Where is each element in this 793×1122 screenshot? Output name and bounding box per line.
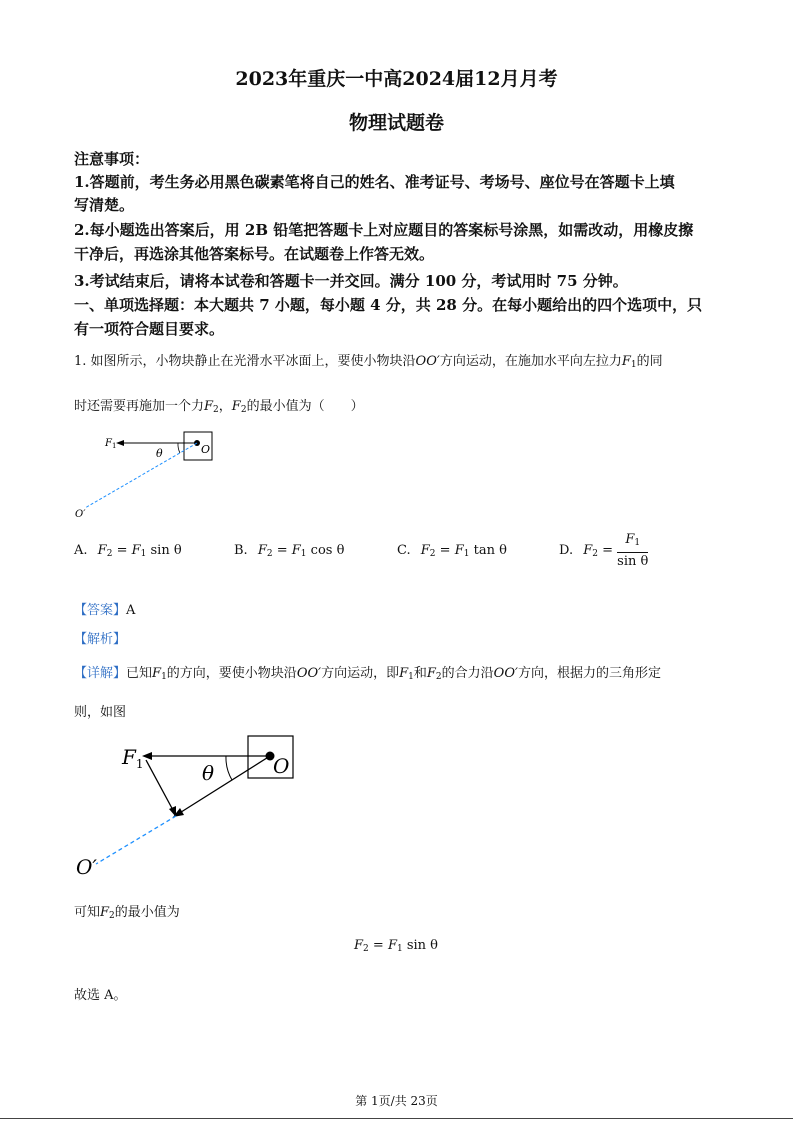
math-sub: 2 <box>240 405 247 415</box>
math-F: F <box>100 905 110 920</box>
math-sub: 2 <box>435 672 442 682</box>
math-sub: 2 <box>592 548 598 559</box>
question-1-diagram <box>70 422 230 522</box>
math-F: F <box>204 399 214 414</box>
option-d-fraction <box>617 531 648 570</box>
option-c-label: C. <box>397 543 411 558</box>
math-F: F <box>399 666 409 681</box>
math-sub: 1 <box>630 360 637 370</box>
arrowhead <box>169 806 176 817</box>
math-F: F <box>231 399 241 414</box>
math-eq: = <box>272 543 292 558</box>
detail-text-e: 的合力沿 <box>441 666 494 681</box>
fraction-numerator: F <box>625 532 635 547</box>
bottom-divider <box>0 1118 793 1119</box>
answer-line <box>74 599 135 618</box>
math-sub: 1 <box>408 672 414 682</box>
math-sub: 2 <box>106 549 113 559</box>
math-F: F <box>426 666 436 681</box>
direction-OO-prime <box>96 816 176 864</box>
option-d[interactable] <box>559 531 648 570</box>
page-title: 2023年重庆一中高2024届12月月考 <box>235 68 558 90</box>
math-F: F <box>291 543 301 558</box>
detail-line-2: 则，如图 <box>74 705 127 720</box>
math-F: F <box>257 543 267 558</box>
math-F: F <box>354 938 364 953</box>
notice-item-2-line-2: 干净后，再选涂其他答案标号。在试题卷上作答无效。 <box>74 245 435 263</box>
math-F2 <box>204 399 219 414</box>
section-heading-line-1: 一、单项选择题：本大题共 7 小题，每小题 4 分，共 28 分。在每小题给出的四个选项中，只 <box>74 296 703 314</box>
theta-arc <box>226 756 232 780</box>
question-1-text-f: 的最小值为（ ） <box>246 399 364 414</box>
detail-tag: 【详解】 <box>74 666 127 681</box>
question-1-line-2 <box>74 395 364 415</box>
min-text-b: 的最小值为 <box>114 905 180 920</box>
math-F: F <box>152 666 162 681</box>
label-O: O <box>201 443 211 456</box>
math-F: F <box>454 543 464 558</box>
math-F2 <box>232 399 247 414</box>
math-eq: = <box>598 542 618 558</box>
option-b[interactable] <box>234 543 344 559</box>
math-OO: OO′ <box>493 666 518 681</box>
label-F1: $F_1$ <box>122 745 144 771</box>
option-a-label: A. <box>74 543 88 558</box>
math-sub: 1 <box>161 672 167 682</box>
option-a[interactable] <box>74 543 182 559</box>
detail-text-f: 方向，根据力的三角形定 <box>517 666 661 681</box>
option-d-label: D. <box>559 543 574 558</box>
option-c-expr: tan θ <box>473 543 507 558</box>
math-OO: OO′ <box>296 666 322 681</box>
question-1-text-b: 方向运动，在施加水平向左拉力 <box>439 354 622 369</box>
theta-arc <box>178 443 180 453</box>
detail-text-b: 的方向，要使小物块沿 <box>166 666 297 681</box>
notice-item-3: 3.考试结束后，请将本试卷和答题卡一并交回。满分 100 分，考试用时 75 分钟。 <box>74 272 628 290</box>
question-1-text-a: 1. 如图所示，小物块静止在光滑水平冰面上，要使小物块沿 <box>74 354 416 369</box>
detail-text-c: 方向运动，即 <box>321 666 400 681</box>
math-sub: 1 <box>140 549 147 559</box>
math-sub: 1 <box>396 944 403 954</box>
detail-line-1 <box>74 662 661 682</box>
math-eq: = <box>435 543 455 558</box>
math-sub: 2 <box>266 549 273 559</box>
math-sub: 2 <box>363 944 369 954</box>
math-sub: 2 <box>213 405 219 415</box>
label-F1: $F_1$ <box>105 438 117 450</box>
math-F: F <box>131 543 141 558</box>
option-a-expr: sin θ <box>150 543 182 558</box>
math-OO: OO′ <box>415 354 440 369</box>
section-heading-line-2: 有一项符合题目要求。 <box>74 320 225 338</box>
label-O-prime: O′ <box>76 855 97 878</box>
question-1-text-e: ， <box>218 399 232 414</box>
math-F: F <box>621 354 631 369</box>
fraction-denominator: sin θ <box>617 554 649 569</box>
label-O-prime: O′ <box>75 509 86 520</box>
question-1-line-1 <box>74 350 663 370</box>
math-F: F <box>583 542 593 558</box>
answer-value: A <box>126 603 136 618</box>
force-F2-arrow <box>146 760 174 812</box>
option-b-label: B. <box>234 543 248 558</box>
page-number: 第 1页/共 23页 <box>355 1094 438 1108</box>
conclusion: 故选 A。 <box>74 988 127 1003</box>
math-F: F <box>387 938 397 953</box>
math-F: F <box>97 543 107 558</box>
notice-item-1-line-2: 写清楚。 <box>74 196 135 214</box>
label-O: O <box>273 754 290 778</box>
min-text-a: 可知 <box>74 905 101 920</box>
math-F: F <box>420 543 430 558</box>
result-equation <box>354 938 438 954</box>
option-c[interactable] <box>397 543 507 559</box>
notice-item-1-line-1: 1.答题前，考生务必用黑色碳素笔将自己的姓名、准考证号、考场号、座位号在答题卡上填 <box>74 173 675 191</box>
math-sub: 1 <box>463 549 470 559</box>
arrowhead <box>116 440 124 446</box>
math-eq: = <box>368 938 388 953</box>
detail-text-a: 已知 <box>126 666 153 681</box>
notice-item-2-line-1: 2.每小题选出答案后，用 2B 铅笔把答题卡上对应题目的答案标号涂黑，如需改动，用橡皮擦 <box>74 221 694 239</box>
solution-diagram <box>70 728 310 878</box>
question-1-text-c: 的同 <box>636 354 663 369</box>
resultant-arrow <box>178 756 270 814</box>
math-sub: 2 <box>109 911 115 921</box>
math-F1 <box>622 354 637 369</box>
label-theta: θ <box>156 447 163 460</box>
detail-text-d: 和 <box>413 666 427 681</box>
option-b-expr: cos θ <box>310 543 345 558</box>
question-1-text-d: 时还需要再施加一个力 <box>74 399 205 414</box>
notice-heading: 注意事项： <box>74 150 150 168</box>
page-subtitle: 物理试题卷 <box>348 112 444 134</box>
label-theta: θ <box>202 761 215 785</box>
answer-tag: 【答案】 <box>74 603 127 618</box>
math-eq: = <box>112 543 132 558</box>
analysis-tag: 【解析】 <box>74 632 127 647</box>
math-sub: 1 <box>634 538 641 548</box>
math-sub: 2 <box>429 549 436 559</box>
math-sub: 1 <box>300 549 307 559</box>
result-expr: sin θ <box>406 938 439 953</box>
min-value-line <box>74 901 180 921</box>
